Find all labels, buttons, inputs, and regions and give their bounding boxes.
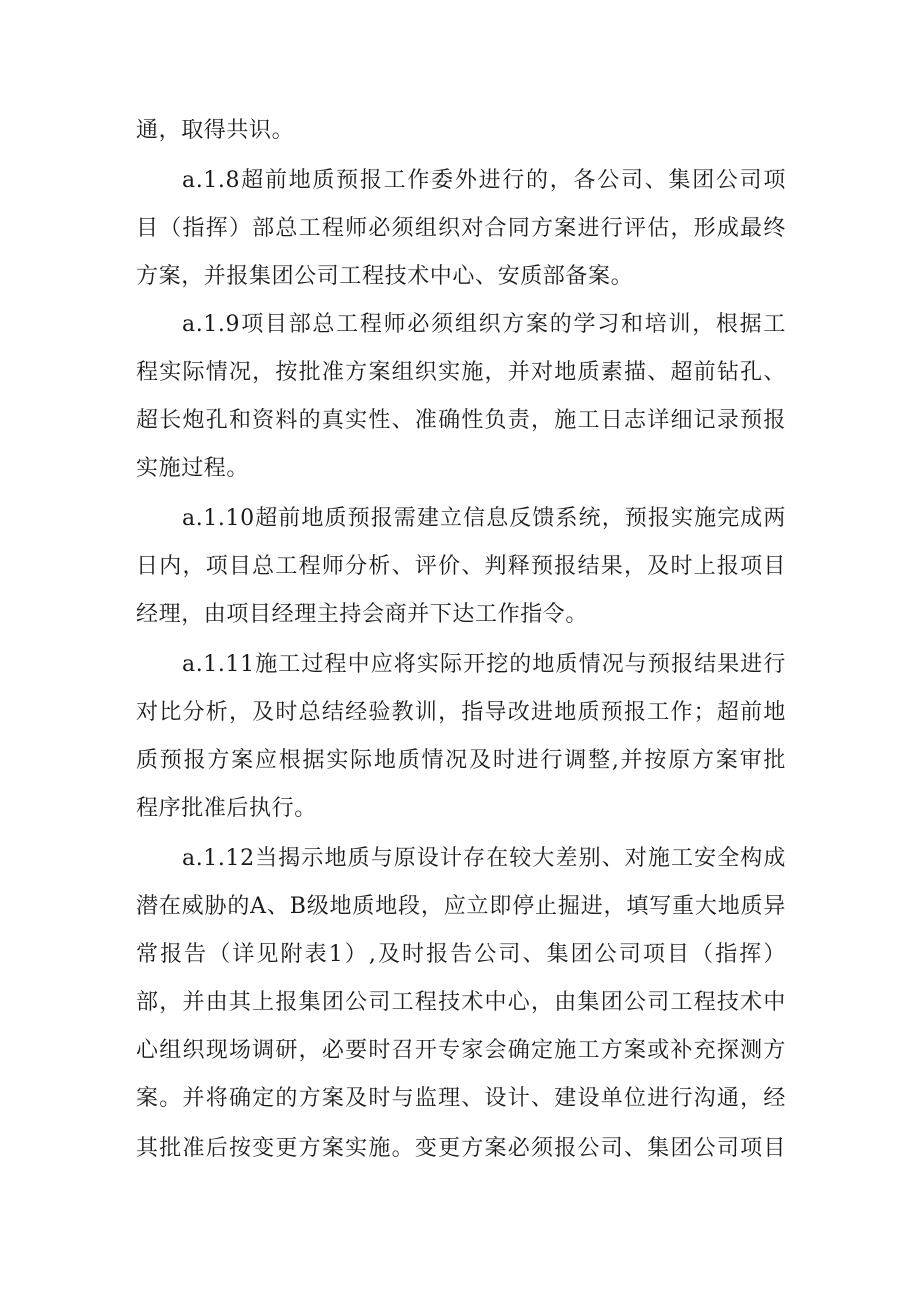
text-line-6: 程实际情况，按批准方案组织实施，并对地质素描、超前钻孔、 (136, 360, 786, 385)
text-line-21: 案。并将确定的方案及时与监理、设计、建设单位进行沟通，经 (136, 1086, 786, 1111)
text-line-20: 心组织现场调研，必要时召开专家会确定施工方案或补充探测方 (136, 1038, 786, 1063)
text-line-7: 超长炮孔和资料的真实性、准确性负责，施工日志详细记录预报 (136, 408, 786, 433)
text-line-12: a.1.11施工过程中应将实际开挖的地质情况与预报结果进行 (182, 652, 786, 677)
text-line-8: 实施过程。 (136, 456, 250, 481)
text-line-10: 日内，项目总工程师分析、评价、判释预报结果，及时上报项目 (136, 554, 786, 579)
text-line-17: 潜在威胁的A、B级地质地段，应立即停止掘进，填写重大地质异 (136, 894, 786, 919)
text-line-2: a.1.8超前地质预报工作委外进行的，各公司、集团公司项 (182, 168, 786, 193)
text-line-4: 方案，并报集团公司工程技术中心、安质部备案。 (136, 264, 634, 289)
text-line-3: 目（指挥）部总工程师必须组织对合同方案进行评估，形成最终 (136, 216, 786, 241)
text-line-13: 对比分析，及时总结经验教训，指导改进地质预报工作；超前地 (136, 700, 786, 725)
text-line-22: 其批准后按变更方案实施。变更方案必须报公司、集团公司项目 (136, 1136, 786, 1161)
text-line-16: a.1.12当揭示地质与原设计存在较大差别、对施工安全构成 (182, 846, 786, 871)
text-line-5: a.1.9项目部总工程师必须组织方案的学习和培训，根据工 (182, 312, 786, 337)
text-line-18: 常报告（详见附表1）,及时报告公司、集团公司项目（指挥） (136, 942, 786, 967)
text-line-15: 程序批准后执行。 (136, 796, 317, 821)
text-line-1: 通，取得共识。 (136, 118, 295, 143)
text-line-19: 部，并由其上报集团公司工程技术中心，由集团公司工程技术中 (136, 990, 786, 1015)
text-line-9: a.1.10超前地质预报需建立信息反馈系统，预报实施完成两 (182, 506, 786, 531)
text-line-14: 质预报方案应根据实际地质情况及时进行调整,并按原方案审批 (136, 748, 786, 773)
text-line-11: 经理，由项目经理主持会商并下达工作指令。 (136, 602, 589, 627)
